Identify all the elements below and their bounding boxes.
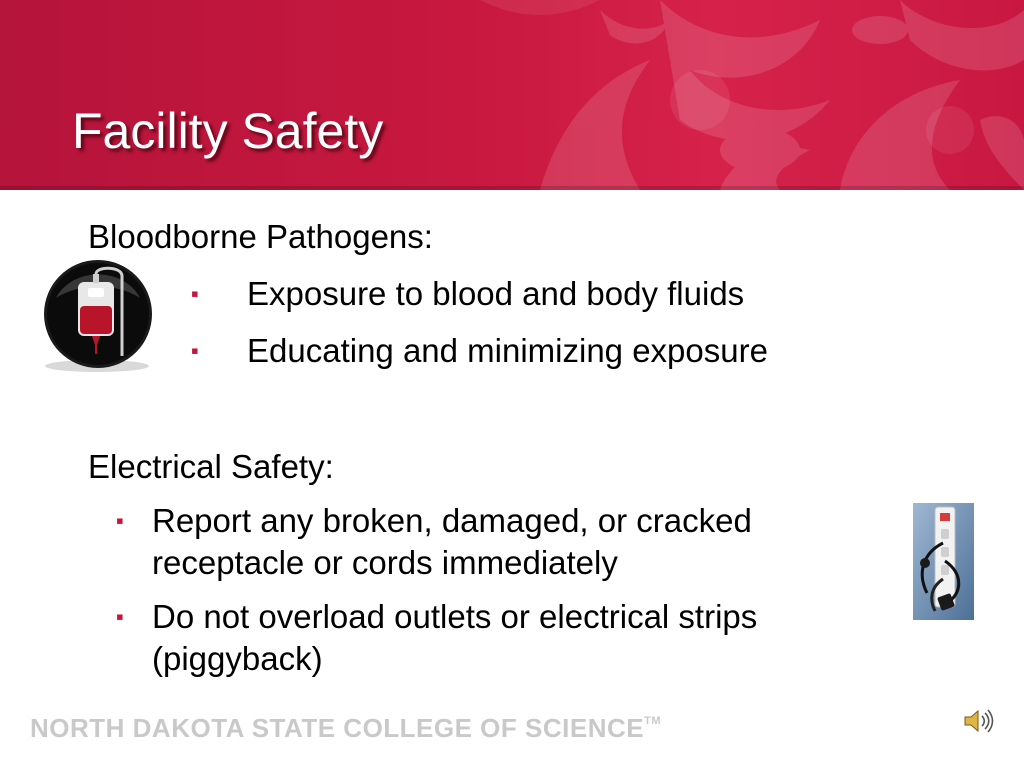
bullet-icon: ▪ <box>116 508 124 533</box>
bullet-text: Educating and minimizing exposure <box>247 332 768 369</box>
bullet-text: Report any broken, damaged, or cracked receptacle or cords immediately <box>152 502 752 581</box>
bullet-icon: ▪ <box>116 604 124 629</box>
trademark-mark: TM <box>644 715 661 727</box>
speaker-icon[interactable] <box>962 706 994 736</box>
power-strip-photo <box>913 503 974 620</box>
bullet-icon: ▪ <box>191 281 199 306</box>
list-item <box>116 500 892 584</box>
list-item <box>191 330 887 372</box>
slide-title: Facility Safety <box>72 103 384 159</box>
bullet-text: Exposure to blood and body fluids <box>247 275 745 312</box>
blood-bag-icon <box>34 258 164 376</box>
list-item <box>191 273 887 315</box>
college-logo <box>30 713 661 744</box>
college-logo-text: NORTH DAKOTA STATE COLLEGE OF SCIENCE <box>30 713 645 743</box>
list-item <box>116 596 892 680</box>
title-banner <box>0 0 1024 190</box>
bullet-icon: ▪ <box>191 338 199 363</box>
section-heading-electrical: Electrical Safety: <box>88 448 334 485</box>
damask-pattern <box>0 0 1024 190</box>
banner-shadow <box>0 186 1024 190</box>
bullet-text: Do not overload outlets or electrical strips (piggyback) <box>152 598 758 677</box>
section-heading-bloodborne: Bloodborne Pathogens: <box>88 218 433 255</box>
